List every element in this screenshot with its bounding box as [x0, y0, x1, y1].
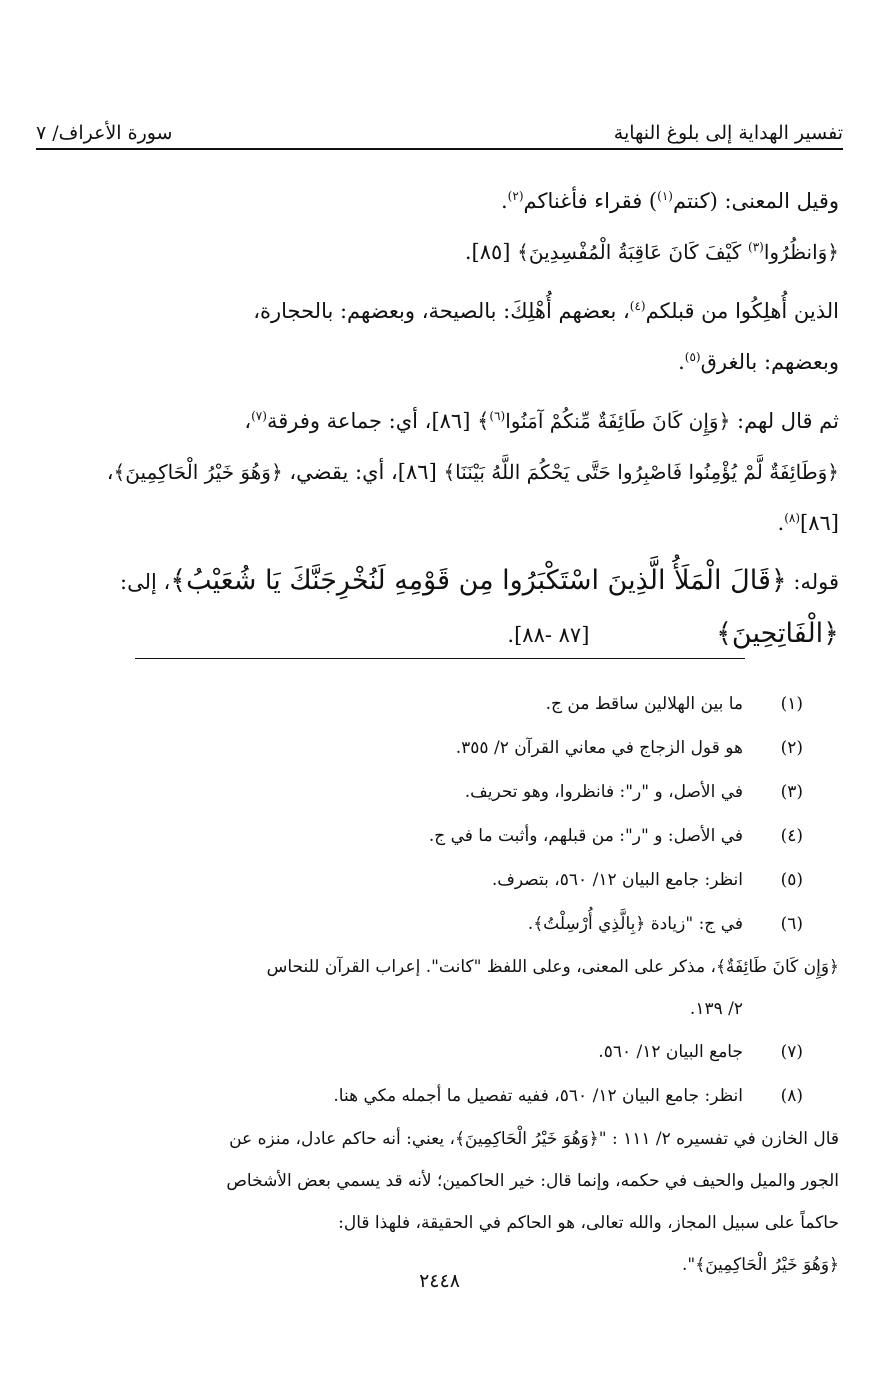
- footnote: [38, 858, 839, 902]
- footnote: [38, 1030, 839, 1074]
- text-line: [٨٦]$^{(٨)}$.: [777, 511, 839, 535]
- footnote-text: في ج: "زيادة ﴿بِالَّذِي أُرْسِلْتُ﴾.: [527, 914, 743, 934]
- text-line: ثم قال لهم: ﴿وَإِن كَانَ طَائِفَةٌ مِّنكُمْ آمَنُوا$^{(٦)}$﴾ [٨٦]، أي: جماعة وفرقة$^{(٧)}$،: [244, 409, 839, 433]
- footnote-text: في الأصل: و "ر": من قبلهم، وأثبت ما في ج.: [428, 826, 743, 846]
- commentary-body: [38, 176, 839, 661]
- footnotes-section: [38, 682, 839, 1286]
- footnote-marker: (٥): [684, 350, 701, 364]
- footnote-number: (٢): [780, 738, 803, 758]
- footnote: [38, 682, 839, 726]
- footnote-continuation: حاكماً على سبيل المجاز، والله تعالى، هو الحاكم في الحقيقة، فلهذا قال:: [338, 1213, 839, 1233]
- footnote-text: انظر: جامع البيان ١٢/ ٥٦٠، بتصرف.: [491, 870, 743, 890]
- footnote-number: (٦): [780, 914, 803, 934]
- page-number: ٢٤٤٨: [419, 1270, 460, 1292]
- footnote-number: (٣): [780, 782, 803, 802]
- footnote: [38, 770, 839, 814]
- footnote: [38, 814, 839, 858]
- footnote-text: انظر: جامع البيان ١٢/ ٥٦٠، ففيه تفصيل ما أجمله مكي هنا.: [333, 1086, 743, 1106]
- footnote-marker: (٦): [489, 409, 506, 423]
- text-line: وقيل المعنى: (كنتم$^{(١)}$) فقراء فأغناكم$^{(٢)}$.: [500, 189, 839, 213]
- footnote-text: ما بين الهلالين ساقط من ج.: [545, 694, 743, 714]
- quran-verse-line: ﴿الْفَاتِحِينَ﴾ [٨٧ -٨٨].: [507, 618, 839, 649]
- footnote-continuation: الجور والميل والحيف في حكمه، وإنما قال: خير الحاكمين؛ لأنه قد يسمي بعض الأشخاص: [226, 1171, 839, 1191]
- verse-reference: [٨٥].: [464, 240, 511, 264]
- footnote-text: هو قول الزجاج في معاني القرآن ٢/ ٣٥٥.: [455, 738, 743, 758]
- footnote-text: في الأصل، و "ر": فانظروا، وهو تحريف.: [464, 782, 743, 802]
- footnote-number: (٧): [780, 1042, 803, 1062]
- surah-label: سورة الأعراف/ ٧: [36, 122, 173, 144]
- footnote-number: (٨): [780, 1086, 803, 1106]
- footnote-marker: (٢): [507, 189, 524, 203]
- book-title: تفسير الهداية إلى بلوغ النهاية: [613, 122, 843, 144]
- quran-verse-line: ﴿وَطَائِفَةٌ لَّمْ يُؤْمِنُوا فَاصْبِرُوا حَتَّى يَحْكُمَ اللَّهُ بَيْنَنَا﴾ [٨٦]، أي: يقضي، ﴿وَهُوَ خَيْرُ الْحَاكِمِينَ﴾،: [106, 460, 839, 484]
- footnote-number: (١): [780, 694, 803, 714]
- footnote-continuation: ﴿وَهُوَ خَيْرُ الْحَاكِمِينَ﴾".: [682, 1255, 839, 1275]
- footnote-continuation: ٢/ ١٣٩.: [689, 999, 743, 1019]
- quran-verse-line: قوله: ﴿قَالَ الْمَلَأُ الَّذِينَ اسْتَكْبَرُوا مِن قَوْمِهِ لَنُخْرِجَنَّكَ يَا شُعَيْبُ﴾، إلى:: [120, 565, 839, 596]
- footnote-number: (٥): [780, 870, 803, 890]
- footnote-marker: (٧): [251, 409, 267, 423]
- quran-verse-line: ﴿وَانظُرُوا$^{(٣)}$ كَيْفَ كَانَ عَاقِبَةُ الْمُفْسِدِينَ﴾ [٨٥].: [464, 240, 839, 264]
- footnote-marker: (٤): [629, 299, 646, 313]
- footnote-separator: [135, 658, 745, 659]
- verse-reference: [٨٧ -٨٨].: [507, 623, 590, 647]
- footnote-text: جامع البيان ١٢/ ٥٦٠.: [598, 1042, 743, 1062]
- running-header: [36, 112, 843, 150]
- footnote-marker: (١): [657, 189, 673, 203]
- footnote: [38, 726, 839, 770]
- footnote-continuation: ﴿وَإِن كَانَ طَائِفَةٌ﴾، مذكر على المعنى، وعلى اللفظ "كانت". إعراب القرآن للنحاس: [266, 957, 839, 977]
- text-line: وبعضهم: بالغرق$^{(٥)}$.: [678, 350, 839, 374]
- footnote-number: (٤): [780, 826, 803, 846]
- footnote: [38, 1074, 839, 1118]
- footnote-marker: (٨): [784, 511, 801, 525]
- footnote-marker: (٣): [748, 240, 764, 254]
- footnote: [38, 902, 839, 946]
- footnote-continuation: قال الخازن في تفسيره ٢/ ١١١ : "﴿وَهُوَ خَيْرُ الْحَاكِمِينَ﴾، يعني: أنه حاكم عادل، منزه عن: [229, 1129, 839, 1149]
- text-line: الذين أُهلِكُوا من قبلكم$^{(٤)}$، بعضهم أُهْلِكَ: بالصيحة، وبعضهم: بالحجارة،: [253, 299, 839, 323]
